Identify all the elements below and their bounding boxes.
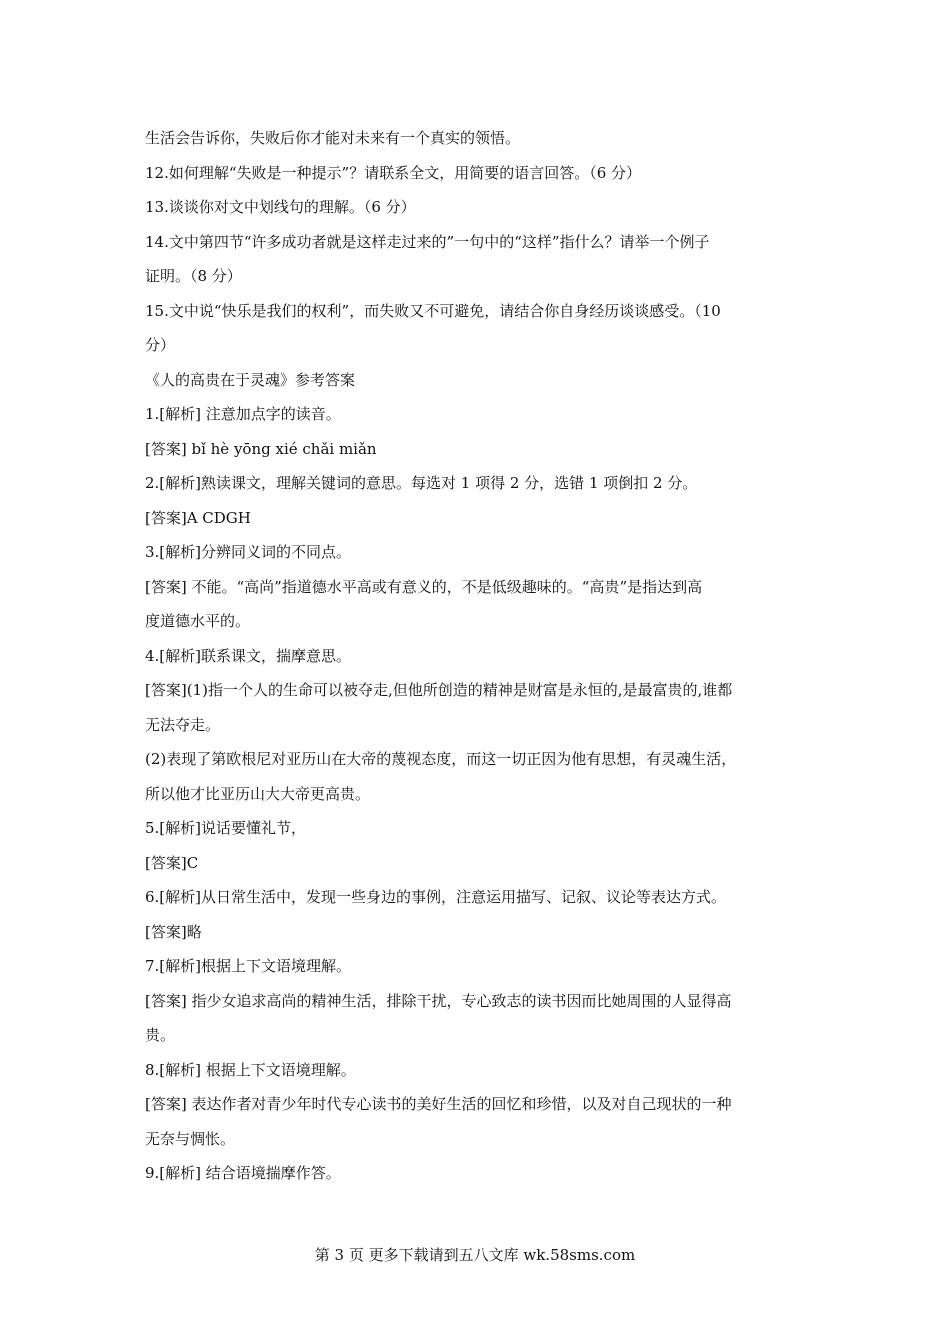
answer-3: [答案] 不能。“高尚”指道德水平高或有意义的，不是低级趣味的。“高贵”是指达到高 xyxy=(145,577,703,596)
question-15: 15.文中说“快乐是我们的权利”，而失败又不可避免，请结合你自身经历谈谈感受。（10 xyxy=(145,301,721,320)
answer-5: [答案]C xyxy=(145,853,199,872)
answer-4-part-2: (2)表现了第欧根尼对亚历山在大帝的蔑视态度，而这一切正因为他有思想，有灵魂生活， xyxy=(145,750,737,768)
answer-8-continued: 无奈与惆怅。 xyxy=(145,1129,236,1148)
analysis-7: 7.[解析]根据上下文语境理解。 xyxy=(145,957,352,975)
analysis-6: 6.[解析]从日常生活中，发现一些身边的事例，注意运用描写、记叙、议论等表达方式。 xyxy=(145,888,727,906)
question-12: 12.如何理解“失败是一种提示”？请联系全文，用简要的语言回答。（6 分） xyxy=(145,163,642,182)
answer-4-part-2-continued: 所以他才比亚历山大大帝更高贵。 xyxy=(145,784,371,803)
question-15-continued: 分） xyxy=(145,336,176,354)
analysis-2: 2.[解析]熟读课文，理解关键词的意思。每选对 1 项得 2 分，选错 1 项倒扣 2 分。 xyxy=(145,474,698,492)
answer-1: [答案] bǐ hè yōng xié chǎi miǎn xyxy=(145,439,377,458)
question-14-continued: 证明。（8 分） xyxy=(145,267,242,285)
analysis-5: 5.[解析]说话要懂礼节， xyxy=(145,819,307,837)
question-13: 13.谈谈你对文中划线句的理解。（6 分） xyxy=(145,198,416,216)
analysis-1: 1.[解析] 注意加点字的读音。 xyxy=(145,405,341,423)
question-14: 14.文中第四节“许多成功者就是这样走过来的”一句中的“这样”指什么？请举一个例子 xyxy=(145,232,710,251)
answer-4: [答案](1)指一个人的生命可以被夺走,但他所创造的精神是财富是永恒的,是最富贵的,谁都 xyxy=(145,681,733,699)
answer-8: [答案] 表达作者对青少年时代专心读书的美好生活的回忆和珍惜，以及对自己现状的一种 xyxy=(145,1095,732,1113)
analysis-4: 4.[解析]联系课文，揣摩意思。 xyxy=(145,646,352,665)
analysis-8: 8.[解析] 根据上下文语境理解。 xyxy=(145,1060,356,1079)
answer-3-continued: 度道德水平的。 xyxy=(145,612,251,630)
page-footer: 第 3 页 更多下载请到五八文库 wk.58sms.com xyxy=(314,1246,636,1264)
answer-4-continued: 无法夺走。 xyxy=(145,715,221,734)
document-body xyxy=(145,121,813,1191)
answer-7: [答案] 指少女追求高尚的精神生活，排除干扰，专心致志的读书因而比她周围的人显得高 xyxy=(145,991,732,1010)
answer-7-continued: 贵。 xyxy=(145,1026,176,1044)
analysis-3: 3.[解析]分辨同义词的不同点。 xyxy=(145,543,352,561)
analysis-9: 9.[解析] 结合语境揣摩作答。 xyxy=(145,1164,341,1182)
answer-section-title: 《人的高贵在于灵魂》参考答案 xyxy=(145,370,356,389)
answer-6: [答案]略 xyxy=(145,922,202,941)
answer-2: [答案]A CDGH xyxy=(145,508,251,527)
text-line: 生活会告诉你，失败后你才能对未来有一个真实的领悟。 xyxy=(145,129,521,147)
